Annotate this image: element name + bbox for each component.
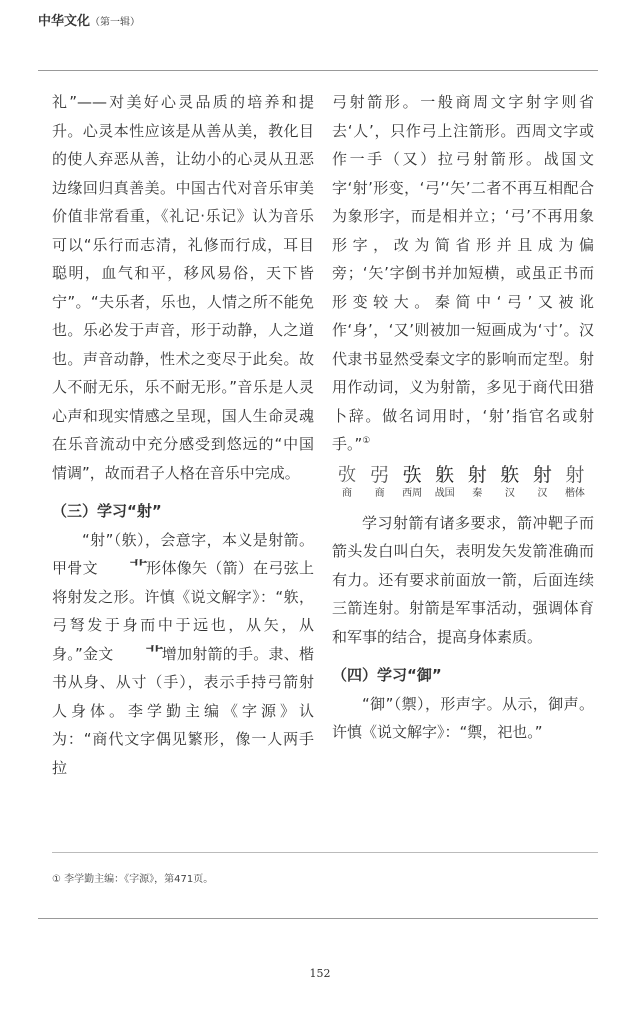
script-glyph-icon: 矤 [402,463,422,486]
script-item [365,463,395,501]
oracle-bone-glyph-icon: ⻀ [129,558,148,577]
script-label: 西周 [402,487,423,499]
script-glyph-icon: 𢎿 [337,463,357,486]
text-segment: “射”（䠶），会意字，本义是射箭。甲骨文 [52,530,314,577]
script-item [560,463,590,501]
text-segment: 增加射箭的手。隶、楷书从身、从寸（手），表示手持弓箭射人身体。李学勤主编《字源》认为：“商代文字偶见繁形，像一人两手拉 [52,644,314,777]
script-label: 汉 [537,487,548,499]
page-number: 152 [309,967,331,980]
script-glyph-icon: 䠶 [435,463,455,486]
section-heading-she: （三）学习“射” [52,502,162,520]
script-glyph-icon: 射 [532,463,552,486]
right-column [332,88,594,747]
header-rule [38,70,598,71]
script-label: 秦 [472,487,483,499]
footnote-marker: ① [362,436,371,446]
script-item [397,463,427,501]
book-volume: （第一辑） [90,17,141,28]
script-glyph-icon: 射 [467,463,487,486]
script-item [495,463,525,501]
running-header [38,10,140,29]
bronze-script-glyph-icon: ⻀ [145,643,163,663]
script-evolution-row [332,463,594,501]
section-heading-yu: （四）学习“御” [332,666,442,684]
script-glyph-icon: 䠶 [500,463,520,486]
book-title: 中华文化 [38,14,91,29]
script-label: 战国 [434,487,455,499]
paragraph-yu-definition: “御”（禦），形声字。从示，御声。许慎《说文解字》：“禦，祀也。” [332,694,594,741]
script-label: 商 [342,487,352,499]
script-item [462,463,492,501]
paragraph-she-definition [52,526,314,783]
script-glyph-icon: 弜 [370,463,390,486]
script-glyph-icon: 射 [565,463,585,486]
script-item [332,463,362,501]
left-column [52,88,314,782]
paragraph-music: 礼”——对美好心灵品质的培养和提升。心灵本性应该是从善从美，教化目的使人弃恶从善，让幼小的心灵从丑恶边缘回归真善美。中国古代对音乐审美价值非常看重，《礼记·乐记》认为音乐可以“乐行而志清，礼修而行成，耳目聪明，血气和平，移风易俗，天下皆宁”。“夫乐者，乐也，人情之所不能免也。乐必发于声音，形于动静，人之道也。声音动静，性术之变尽于此矣。故人不耐无乐，乐不耐无形。”音乐是人灵心声和现实情感之呈现，国人生命灵魂在乐音流动中充分感受到悠远的“中国情调”，故而君子人格在音乐中完成。 [52,93,314,482]
script-item [430,463,460,501]
footnote-rule [52,852,598,853]
footnote: ① 李学勤主编：《字源》，第471页。 [52,874,214,885]
text-segment: 形体像矢（箭）在弓弦上将射发之形。许慎《说文解字》：“䠶，弓弩发于身而中于远也，从矢，从身。”金文 [52,559,314,663]
paragraph-she-evolution [332,88,594,459]
script-label: 汉 [504,487,515,499]
footer-rule [38,918,598,919]
script-label: 楷体 [564,487,585,499]
script-item [527,463,557,501]
text-segment: 弓射箭形。一般商周文字射字则省去‘人’，只作弓上注箭形。西周文字或作一手（又）拉弓射箭形。战国文字‘射’形变，‘弓’‘矢’二者不再互相配合为象形字，而是相并立；‘弓’不再用象形字，改为简省形并且成为偏旁；‘矢’字倒书并加短横，或虽正书而形变较大。秦简中‘弓’又被讹作‘身’，‘又’则被加一短画成为‘寸’。汉代隶书显然受秦文字的影响而定型。射用作动词，义为射箭，多见于商代田猎卜辞。做名词用时，‘射’指官名或射手。” [332,93,594,453]
script-label: 商 [374,487,385,499]
paragraph-archery-requirements: 学习射箭有诸多要求，箭冲靶子而箭头发白叫白矢，表明发矢发箭准确而有力。还有要求前面放一箭，后面连续三箭连射。射箭是军事活动，强调体育和军事的结合，提高身体素质。 [332,513,594,646]
